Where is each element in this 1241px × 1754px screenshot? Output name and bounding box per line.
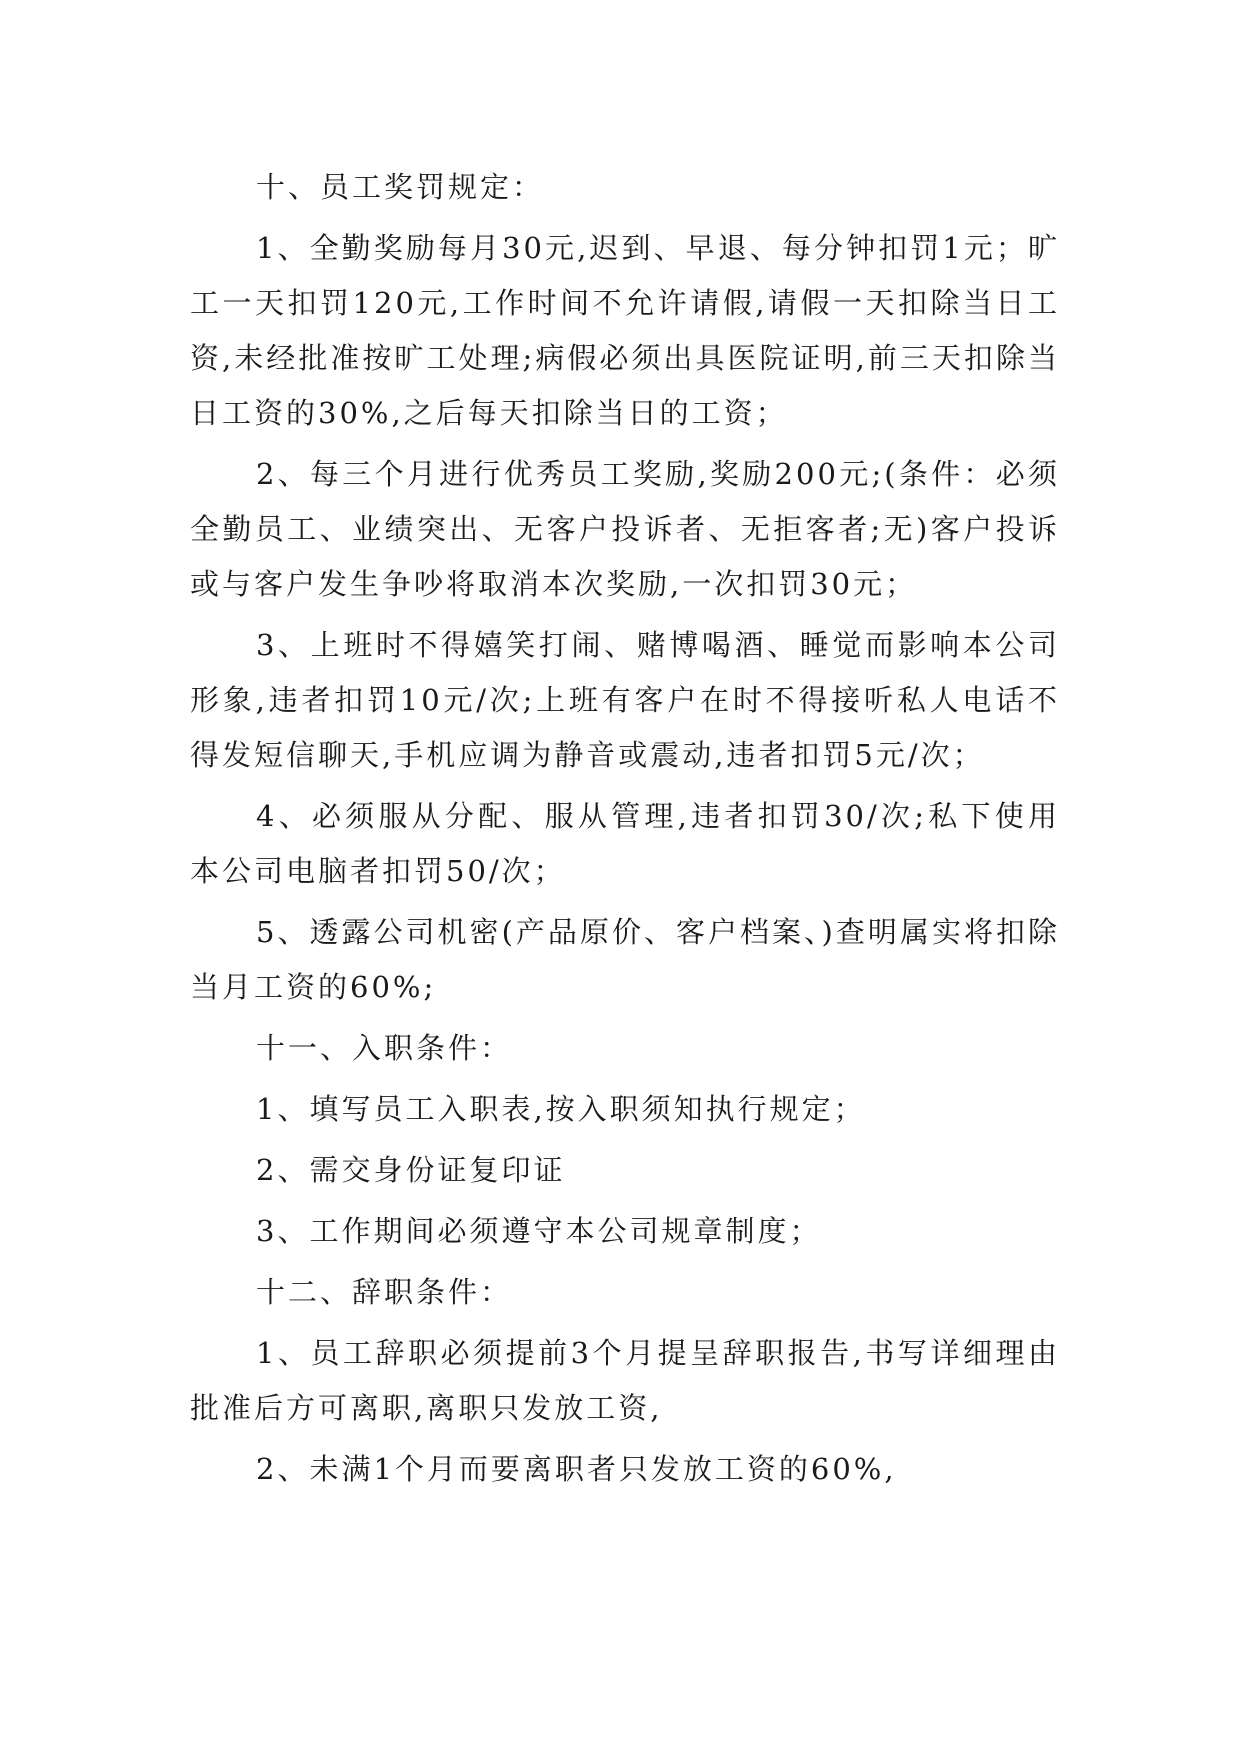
rule-paragraph: 5、透露公司机密(产品原价、客户档案、)查明属实将扣除当月工资的60%; (190, 915, 1060, 1004)
section-heading-rewards-penalties: 十、员工奖罚规定： (256, 170, 545, 204)
rule-paragraph: 1、填写员工入职表,按入职须知执行规定； (256, 1092, 866, 1126)
rule-paragraph: 1、全勤奖励每月30元,迟到、早退、每分钟扣罚1元；旷工一天扣罚120元,工作时间不允许请假,请假一天扣除当日工 资,未经批准按旷工处理;病假必须出具医院证明,前三天扣除当日工资的30%,之后每天扣除当日的工资； (190, 231, 1060, 430)
rule-paragraph: 3、工作期间必须遵守本公司规章制度； (256, 1214, 822, 1248)
document-body (190, 160, 1060, 1497)
section-heading-onboarding: 十一、入职条件： (256, 1031, 513, 1065)
rule-paragraph: 4、必须服从分配、服从管理,违者扣罚30/次;私下使用本公司电脑者扣罚50/次； (190, 799, 1060, 888)
rule-paragraph: 2、未满1个月而要离职者只发放工资的60%, (256, 1452, 897, 1486)
section-heading-resignation: 十二、辞职条件： (256, 1275, 513, 1309)
rule-paragraph: 3、上班时不得嬉笑打闹、赌博喝酒、睡觉而影响本公司形象,违者扣罚10元/次;上班有客户在时不得接听私人电话不得发短信聊天,手机应调为静音或震动,违者扣罚5元/次； (190, 628, 1060, 772)
rule-paragraph: 2、需交身份证复印证 (256, 1153, 566, 1187)
rule-paragraph: 1、员工辞职必须提前3个月提呈辞职报告,书写详细理由批准后方可离职,离职只发放工资, (190, 1336, 1060, 1425)
rule-paragraph: 2、每三个月进行优秀员工奖励,奖励200元;(条件：必须全勤员工、业绩突出、无客户投诉者、无拒客者;无)客户投诉或与客户发生争吵将取消本次奖励,一次扣罚30元； (190, 457, 1060, 601)
